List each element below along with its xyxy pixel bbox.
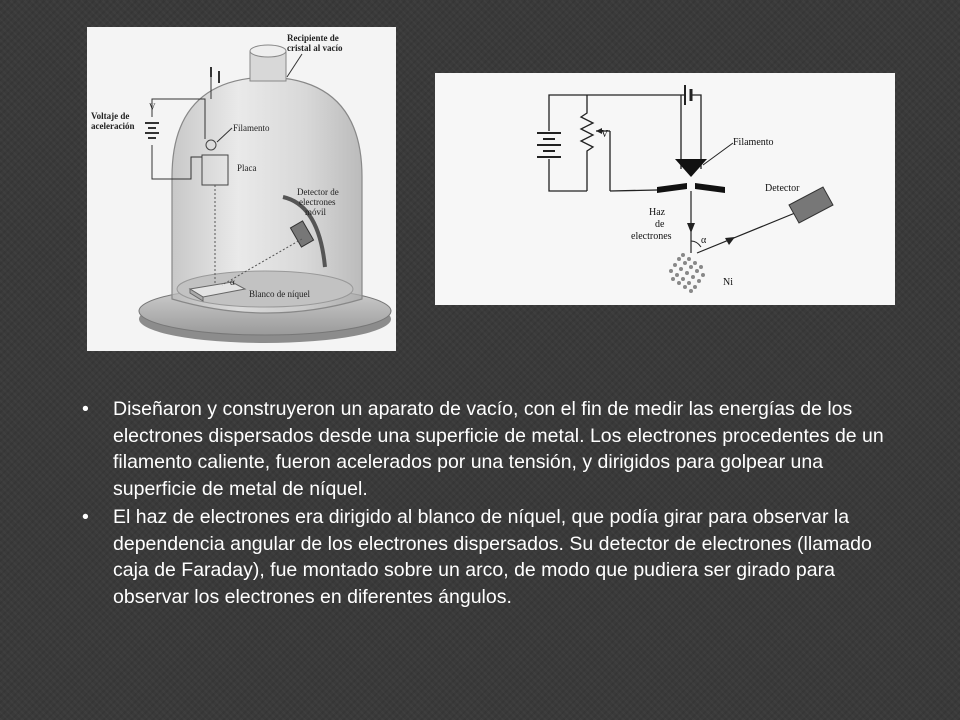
label-placa: Placa — [237, 163, 257, 173]
wire-left-bottom — [549, 159, 587, 191]
circuit-label-v: V — [601, 129, 609, 140]
bullet-text: Diseñaron y construyeron un aparato de vacío, con el fin de medir las energías de los electrones dispersados desde una superficie de metal. Los electrones procedentes de un filamento caliente, fueron acelerados por una tensión, y dirigidos para golpear una superficie de metal de níquel. — [113, 398, 884, 500]
circuit-label-detector: Detector — [765, 183, 800, 194]
nickel-lattice — [669, 253, 705, 293]
circuit-label-alpha: α — [701, 235, 707, 246]
circuit-label-electrones: electrones — [631, 231, 672, 242]
bullet-marker: • — [82, 398, 89, 420]
circuit-label-filamento: Filamento — [733, 137, 774, 148]
bullet-item — [82, 504, 902, 610]
plate-left — [657, 183, 687, 193]
leader-recipiente — [287, 54, 302, 77]
bullet-text: El haz de electrones era dirigido al blanco de níquel, que podía girar para observar la dependencia angular de los electrones dispersados. Su detector de electrones (llamado caja de Faraday), fue montado sobre un arco, de modo que pudiera ser girado para observar los electrones en diferentes ángulos. — [113, 506, 872, 608]
scattered-ray — [697, 213, 795, 253]
label-voltaje-2: aceleración — [91, 121, 135, 131]
wire-left-top — [549, 95, 587, 131]
potentiometer — [581, 95, 593, 191]
circuit-diagram-figure — [435, 73, 895, 305]
bell-jar-illustration — [87, 27, 396, 351]
filament-tip — [675, 159, 707, 177]
label-detector-2: electrones — [299, 197, 336, 207]
wire-filament-right — [691, 95, 701, 169]
beam-arrow — [687, 223, 695, 233]
circuit-label-ni: Ni — [723, 277, 733, 288]
dome-top — [250, 45, 286, 57]
bullet-item — [82, 396, 902, 502]
label-detector-3: móvil — [305, 207, 327, 217]
circuit-label-de: de — [655, 219, 665, 230]
alpha-arc — [691, 241, 701, 247]
label-detector-1: Detector de — [297, 187, 339, 197]
label-alpha: α — [230, 277, 235, 287]
label-recipiente-2: cristal al vacío — [287, 43, 343, 53]
leader-filamento — [703, 143, 733, 165]
bullet-marker: • — [82, 506, 89, 528]
label-v: V — [149, 102, 156, 112]
circuit-label-haz: Haz — [649, 207, 666, 218]
wire-plate — [610, 190, 657, 191]
label-voltaje-1: Voltaje de — [91, 111, 130, 121]
label-filamento: Filamento — [233, 123, 270, 133]
plate-right — [695, 183, 725, 193]
label-blanco: Blanco de níquel — [249, 289, 310, 299]
circuit-diagram — [435, 73, 895, 305]
bullet-list — [82, 396, 902, 612]
battery-bank — [537, 133, 561, 157]
label-recipiente-1: Recipiente de — [287, 33, 339, 43]
bell-jar-apparatus-figure — [87, 27, 396, 351]
